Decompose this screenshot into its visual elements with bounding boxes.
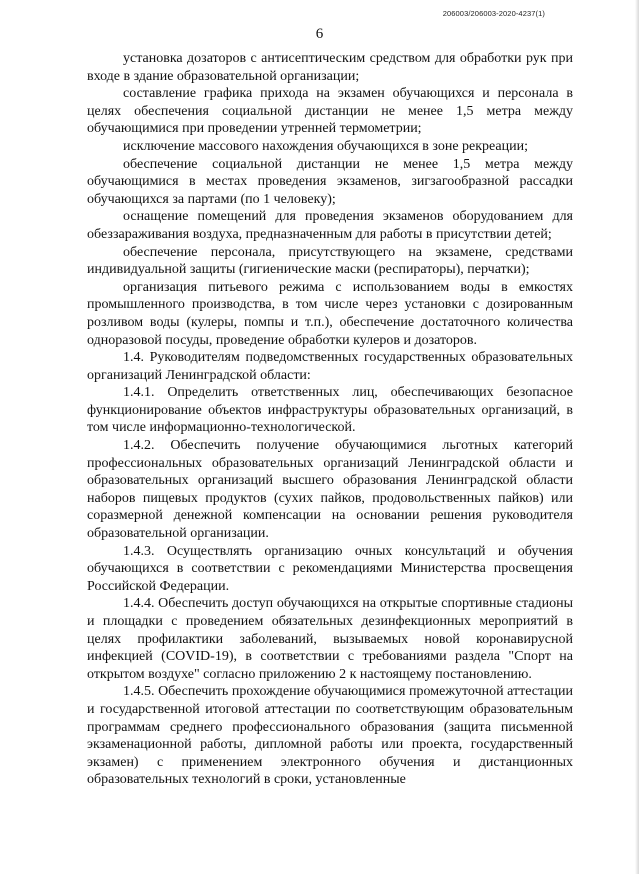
paragraph-1-4: 1.4. Руководителям подведомственных государственных образовательных организаций Ленинградской области: [87, 350, 573, 383]
paragraph-protective-equipment: обеспечение персонала, присутствующего на экзамене, средствами индивидуальной защиты (гигиенические маски (респираторы), перчатки); [87, 244, 573, 278]
paragraph-drinking-regime: организация питьевого режима с использованием воды в емкостях промышленного производства, в том числе через установки с дозированным розливом воды (кулеры, помпы и т.п.), обеспечение достаточного количества одноразовой посуды, проведение обработки кулеров и дозаторов. [87, 279, 573, 348]
paragraph-social-distance: обеспечение социальной дистанции не менее 1,5 метра между обучающимися в местах проведения экзаменов, зигзагообразной рассадки обучающихся за партами (по 1 человеку); [87, 156, 573, 207]
paragraph-air-disinfection: оснащение помещений для проведения экзаменов оборудованием для обеззараживания воздуха, предназначенным для работы в присутствии детей; [87, 209, 573, 242]
paragraph-1-4-5: 1.4.5. Обеспечить прохождение обучающимися промежуточной аттестации и государственной итоговой аттестации по соответствующим образовательным программам среднего профессионального образования (защита письменной экзаменационной работы, дипломной работы или проекта, государственный экзамен) с применением электронного обучения и дистанционных образовательных технологий в сроки, установленные [87, 684, 573, 788]
page-number: 6 [315, 26, 324, 42]
paragraph-arrival-schedule: составление графика прихода на экзамен обучающихся и персонала в целях обеспечения социальной дистанции не менее 1,5 метра между обучающимися при проведении утренней термометрии; [87, 86, 573, 137]
document-id: 206003/206003-2020-4237(1) [442, 9, 545, 18]
paragraph-1-4-2: 1.4.2. Обеспечить получение обучающимися льготных категорий профессиональных образовательных организаций Ленинградской области и образовательных организаций высшего образования Ленинградской области наборов пищевых продуктов (сухих пайков, продовольственных пайков) или соразмерной денежной компенсации на основании решения руководителя образовательной организации. [87, 438, 573, 542]
scan-edge-shadow [635, 0, 639, 874]
paragraph-recreation-zone: исключение массового нахождения обучающихся в зоне рекреации; [123, 138, 529, 154]
document-body [87, 50, 573, 789]
paragraph-1-4-1: 1.4.1. Определить ответственных лиц, обеспечивающих безопасное функционирование объектов инфраструктуры образовательных организаций, в том числе информационно-технологической. [87, 385, 573, 436]
paragraph-dispensers: установка дозаторов с антисептическим средством для обработки рук при входе в здание образовательной организации; [87, 51, 573, 84]
paragraph-1-4-4: 1.4.4. Обеспечить доступ обучающихся на открытые спортивные стадионы и площадки с проведением обязательных дезинфекционных мероприятий в целях профилактики заболеваний, вызываемых новой коронавирусной инфекцией (COVID-19), в соответствии с требованиями раздела "Спорт на открытом воздухе" согласно приложению 2 к настоящему постановлению. [87, 596, 573, 682]
paragraph-1-4-3: 1.4.3. Осуществлять организацию очных консультаций и обучения обучающихся в соответствии с рекомендациями Министерства просвещения Российской Федерации. [87, 543, 573, 594]
